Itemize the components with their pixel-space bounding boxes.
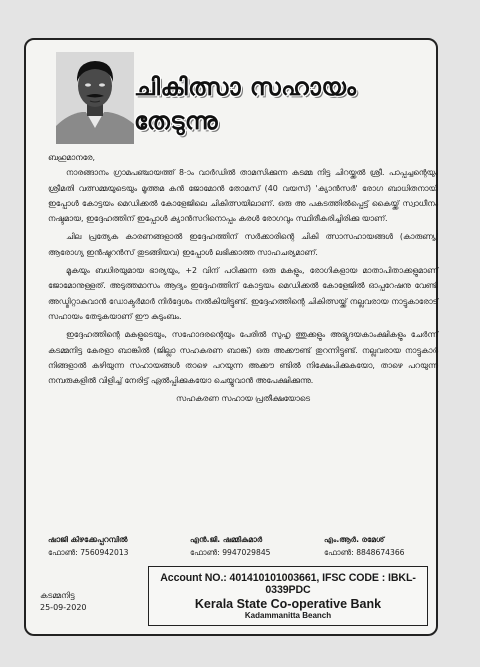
place-date bbox=[40, 590, 87, 614]
signer-name: ഷാജി കിഴക്കേപ്പറമ്പിൽ bbox=[48, 535, 128, 544]
account-line: Account NO.: 401410101003661, IFSC CODE : IBKL-0339PDC bbox=[160, 572, 416, 596]
title-line-2: തേടുന്നു bbox=[134, 107, 219, 135]
letter-body bbox=[48, 150, 438, 410]
paragraph-4: ഇദ്ദേഹത്തിന്റെ മകളുടെയും, സഹോദരന്റെയും പേരിൽ സുഹൃ ത്തുക്കളും അഭ്യുദയകാംക്ഷികളും ചേർന്ന് കടമ്മനിട്ട കേരളാ ബാങ്കിൽ (ജില്ലാ സഹകരണ ബാങ്ക്) ഒരു അക്കൗണ്ട് തുറന്നിട്ടുണ്ട്. നല്ലവരായ നാട്ടുകാർ നിങ്ങളാൽ കഴിയുന്ന സഹായങ്ങൾ താഴെ പറയുന്ന അക്കൗ ണ്ടിൽ നിക്ഷേപിക്കുകയോ, താഴെ പറയുന്ന നമ്പരുകളിൽ വിളിച്ച് നേരിട്ട് ഏൽപ്പിക്കുകയോ ചെയ്യുവാൻ അപേക്ഷിക്കുന്നു. bbox=[48, 330, 438, 386]
title-line-1: ചികിത്സാ സഹായം bbox=[134, 73, 357, 101]
person-image bbox=[56, 52, 134, 144]
page-title bbox=[134, 70, 356, 138]
signer-2 bbox=[190, 533, 310, 559]
bank-details-box bbox=[148, 566, 428, 626]
portrait-photo bbox=[56, 52, 134, 144]
signer-phone: ഫോൺ: 7560942013 bbox=[48, 548, 129, 557]
signer-3 bbox=[324, 533, 434, 559]
date: 25-09-2020 bbox=[40, 603, 87, 612]
bank-branch: Kadammanitta Beanch bbox=[244, 611, 332, 620]
signer-name: എൻ.ജി. ഷമ്മികുമാർ bbox=[190, 535, 263, 544]
signer-1 bbox=[48, 533, 168, 559]
signer-phone: ഫോൺ: 8848674366 bbox=[324, 548, 405, 557]
place-name: കടമ്മനിട്ട bbox=[40, 591, 75, 600]
closing-line: സഹകരണ സഹായ പ്രതീക്ഷയോടെ bbox=[175, 394, 310, 404]
paragraph-2: ചില പ്രത്യേക കാരണങ്ങളാൽ ഇദ്ദേഹത്തിന് സർക്കാരിന്റെ ചികി ത്സാസഹായങ്ങൾ (കാരുണ്യ/ആരോഗ്യ ഇൻഷുറൻസ് തുടങ്ങിയവ) ഇപ്പോൾ ലഭിക്കാത്ത സാഹചര്യമാണ്. bbox=[48, 232, 438, 257]
bank-name: Kerala State Co-operative Bank bbox=[194, 597, 382, 611]
paragraph-1: നാരങ്ങാനം ഗ്രാമപഞ്ചായത്ത് 8-ാം വാർഡിൽ താമസിക്കുന്ന കടമ്മ നിട്ട ചിറയ്ക്കൽ ശ്രീ. പാപ്പച്ചന്റെയും ശ്രീമതി വത്സമ്മയുടെയും മൂത്തമ കൻ ജോമോൻ തോമസ് (40 വയസ്) 'ക്യാൻസർ' രോഗ ബാധിതനായി ഇപ്പോൾ കോട്ടയം മെഡിക്കൽ കോളേജിലെ ചികിത്സയിലാണ്. ഒരു അ പകടത്തിൽപ്പെട്ട് കൈയ്ക്ക് സ്വാധീനം നഷ്ടമായ, ഇദ്ദേഹത്തിന് ഇപ്പോൾ ക്യാൻസറിനൊപ്പം കരൾ രോഗവും സ്ഥിരീകരിച്ചിരിക്കു യാണ്. bbox=[48, 168, 438, 224]
notice-panel bbox=[24, 38, 438, 636]
paragraph-3: മൂകയും ബധിരയുമായ ഭാര്യയും, +2 വിന് പഠിക്കുന്ന ഒരു മകളും, രോഗികളായ മാതാപിതാക്കളുമാണ് ജോമോനുള്ളത്. അടുത്തമാസം ആദ്യം ഇദ്ദേഹത്തിന് കോട്ടയം മെഡിക്കൽ കോളേജിൽ ഓപ്പറേഷനു വേണ്ടി അഡ്മിറ്റാകുവാൻ ഡോക്ടർമാർ നിർദ്ദേശം നൽകിയിട്ടുണ്ട്. ഇദ്ദേഹത്തിന്റെ ചികിത്സയ്ക്ക് നല്ലവരായ നാട്ടുകാരോട് സഹായം തേടുകയാണ് ഈ കുടുംബം. bbox=[48, 266, 438, 321]
salutation: ബഹുമാനരേ, bbox=[48, 153, 95, 162]
signer-name: എം.ആർ. രമേശ് bbox=[324, 535, 385, 544]
signer-phone: ഫോൺ: 9947029845 bbox=[190, 548, 271, 557]
signatories bbox=[48, 533, 434, 559]
